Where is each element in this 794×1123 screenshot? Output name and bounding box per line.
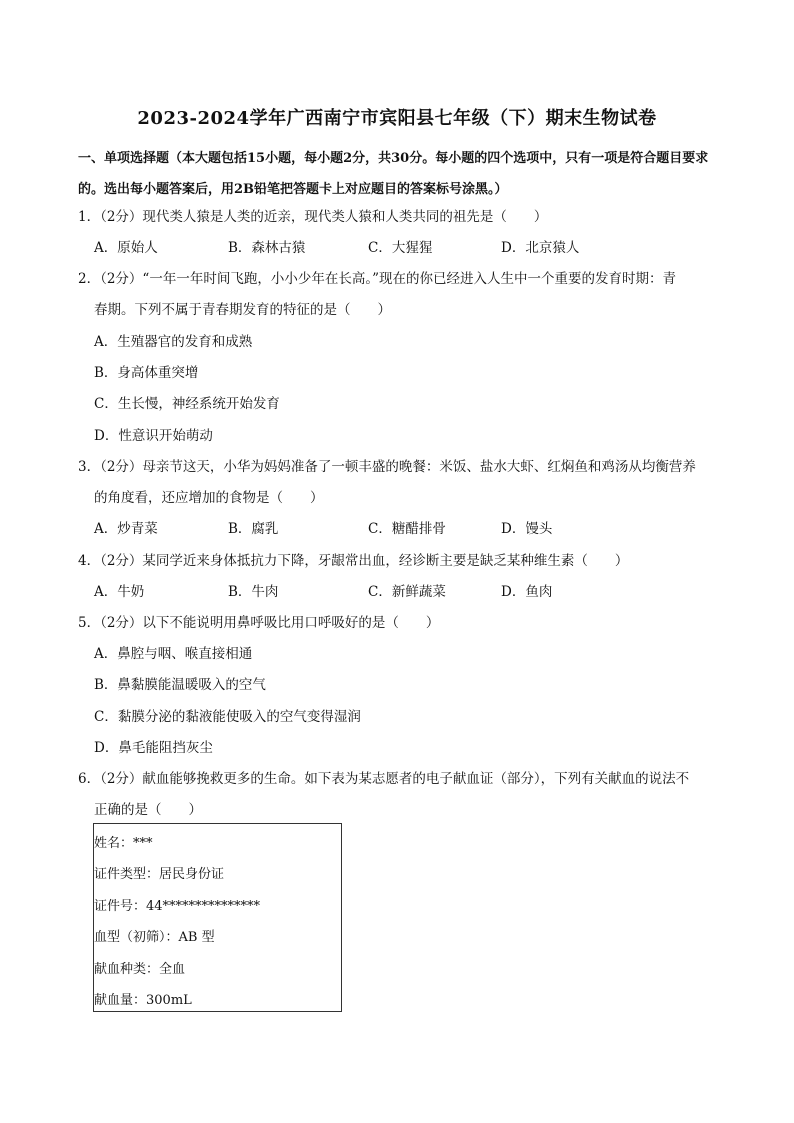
- question-4-option-d: D．鱼肉: [501, 584, 553, 600]
- question-3-stem: 3．（2分）母亲节这天，小华为妈妈准备了一顿丰盛的晚餐：米饭、盐水大虾、红焖鱼和鸡汤从均衡营养: [78, 459, 696, 475]
- question-1-option-a: A．原始人: [94, 240, 158, 256]
- question-1-option-d: D．北京猿人: [501, 240, 580, 256]
- card-row-donation-volume: 献血量：300mL: [94, 993, 192, 1008]
- question-6-stem-continued: 正确的是（ ）: [94, 802, 202, 818]
- question-2-option-a: A．生殖器官的发育和成熟: [94, 334, 253, 350]
- question-1-option-c: C．大猩猩: [368, 240, 433, 256]
- question-5-option-d: D．鼻毛能阻挡灰尘: [94, 740, 213, 756]
- card-row-name: 姓名：***: [94, 836, 153, 851]
- question-5-option-c: C．黏膜分泌的黏液能使吸入的空气变得湿润: [94, 709, 361, 725]
- question-5-stem: 5．（2分）以下不能说明用鼻呼吸比用口呼吸好的是（ ）: [78, 615, 440, 631]
- card-row-id-number: 证件号：44***************: [94, 899, 261, 914]
- question-2-option-c: C．生长慢，神经系统开始发育: [94, 396, 280, 412]
- question-5-option-b: B．鼻黏膜能温暖吸入的空气: [94, 677, 266, 693]
- section-heading: 一、单项选择题（本大题包括15小题，每小题2分，共30分。每小题的四个选项中，只有一项是符合题目要求的。选出每小题答案后，用2B铅笔把答题卡上对应题目的答案标号涂黑。）: [78, 151, 709, 197]
- question-2-stem: 2．（2分）“一年一年时间飞跑，小小少年在长高。”现在的你已经进入人生中一个重要的发育时期：青: [78, 271, 676, 287]
- card-row-id-type: 证件类型：居民身份证: [94, 867, 225, 882]
- card-row-donation-type: 献血种类：全血: [94, 962, 186, 977]
- question-4-option-c: C．新鲜蔬菜: [368, 584, 446, 600]
- question-3-option-c: C．糖醋排骨: [368, 521, 446, 537]
- question-6-stem: 6．（2分）献血能够挽救更多的生命。如下表为某志愿者的电子献血证（部分），下列有关献血的说法不: [78, 771, 690, 787]
- question-2-option-d: D．性意识开始萌动: [94, 428, 213, 444]
- question-1-option-b: B．森林古猿: [228, 240, 306, 256]
- question-3-option-a: A．炒青菜: [94, 521, 158, 537]
- question-4-stem: 4．（2分）某同学近来身体抵抗力下降，牙龈常出血，经诊断主要是缺乏某种维生素（ ）: [78, 553, 629, 569]
- question-4-option-a: A．牛奶: [94, 584, 145, 600]
- question-3-option-d: D．馒头: [501, 521, 553, 537]
- question-3-stem-continued: 的角度看，还应增加的食物是（ ）: [94, 490, 324, 506]
- question-4-option-b: B．牛肉: [228, 584, 279, 600]
- question-3-option-b: B．腐乳: [228, 521, 279, 537]
- question-2-option-b: B．身高体重突增: [94, 365, 199, 381]
- blood-donation-card: [93, 823, 342, 1012]
- question-1-stem: 1．（2分）现代类人猿是人类的近亲，现代类人猿和人类共同的祖先是（ ）: [78, 209, 548, 225]
- card-row-blood-type: 血型（初筛）：AB 型: [94, 930, 215, 945]
- page-title: 2023-2024学年广西南宁市宾阳县七年级（下）期末生物试卷: [137, 108, 657, 129]
- question-5-option-a: A．鼻腔与咽、喉直接相通: [94, 646, 253, 662]
- question-2-stem-continued: 春期。下列不属于青春期发育的特征的是（ ）: [94, 302, 391, 318]
